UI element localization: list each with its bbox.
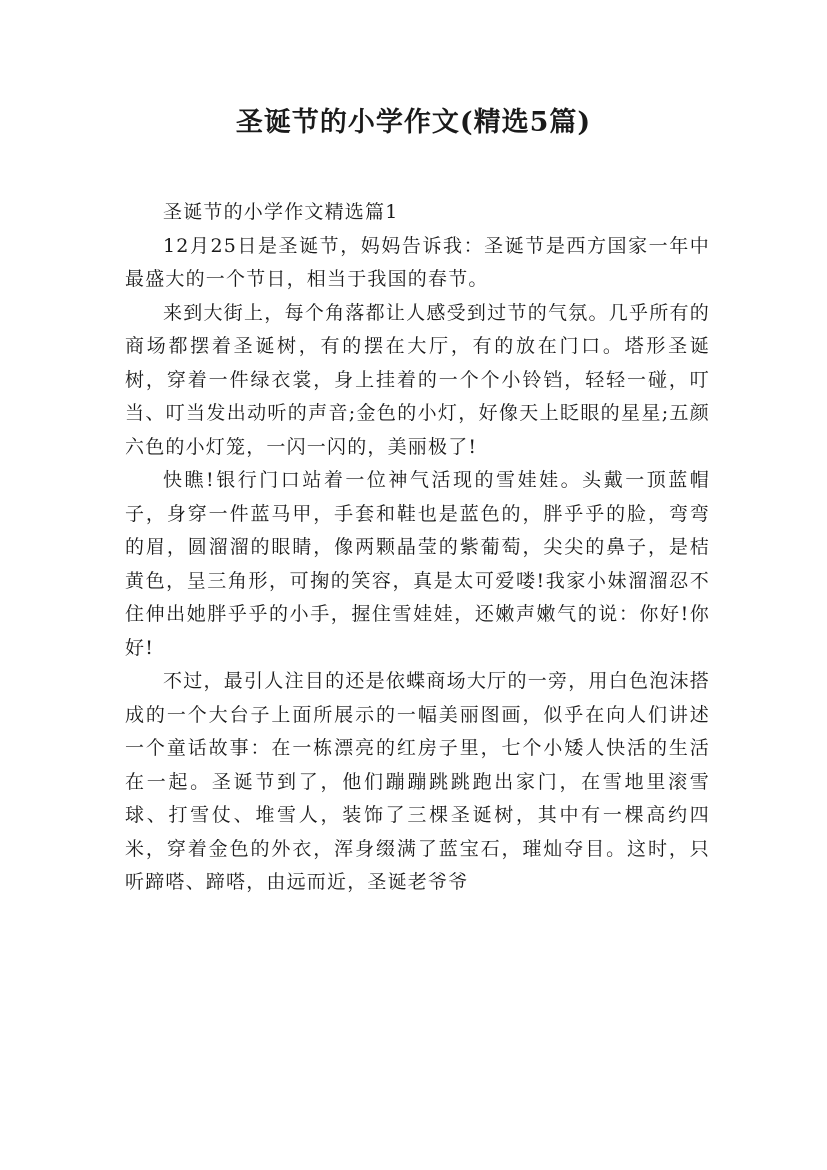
- section-heading: 圣诞节的小学作文精选篇1: [163, 201, 399, 223]
- paragraph-1: 12月25日是圣诞节，妈妈告诉我：圣诞节是西方国家一年中最盛大的一个节日，相当于我国的春节。: [125, 234, 710, 290]
- document-body: [125, 196, 710, 900]
- paragraph-3: 快瞧!银行门口站着一位神气活现的雪娃娃。头戴一顶蓝帽子，身穿一件蓝马甲，手套和鞋也是蓝色的，胖乎乎的脸，弯弯的眉，圆溜溜的眼睛，像两颗晶莹的紫葡萄，尖尖的鼻子，是桔黄色，呈三角形，可掬的笑容，真是太可爱喽!我家小妹溜溜忍不住伸出她胖乎乎的小手，握住雪娃娃，还嫩声嫩气的说：你好!你好!: [125, 469, 710, 659]
- document-title: 圣诞节的小学作文(精选5篇): [235, 107, 592, 138]
- paragraph-2: 来到大街上，每个角落都让人感受到过节的气氛。几乎所有的商场都摆着圣诞树，有的摆在大厅，有的放在门口。塔形圣诞树，穿着一件绿衣裳，身上挂着的一个个小铃铛，轻轻一碰，叮当、叮当发出动听的声音;金色的小灯，好像天上眨眼的星星;五颜六色的小灯笼，一闪一闪的，美丽极了!: [125, 301, 710, 458]
- paragraph-4: 不过，最引人注目的还是依蝶商场大厅的一旁，用白色泡沫搭成的一个大台子上面所展示的一幅美丽图画，似乎在向人们讲述一个童话故事：在一栋漂亮的红房子里，七个小矮人快活的生活在一起。圣诞节到了，他们蹦蹦跳跳跑出家门，在雪地里滚雪球、打雪仗、堆雪人，装饰了三棵圣诞树，其中有一棵高约四米，穿着金色的外衣，浑身缀满了蓝宝石，璀灿夺目。这时，只听蹄嗒、蹄嗒，由远而近，圣诞老爷爷: [125, 670, 710, 893]
